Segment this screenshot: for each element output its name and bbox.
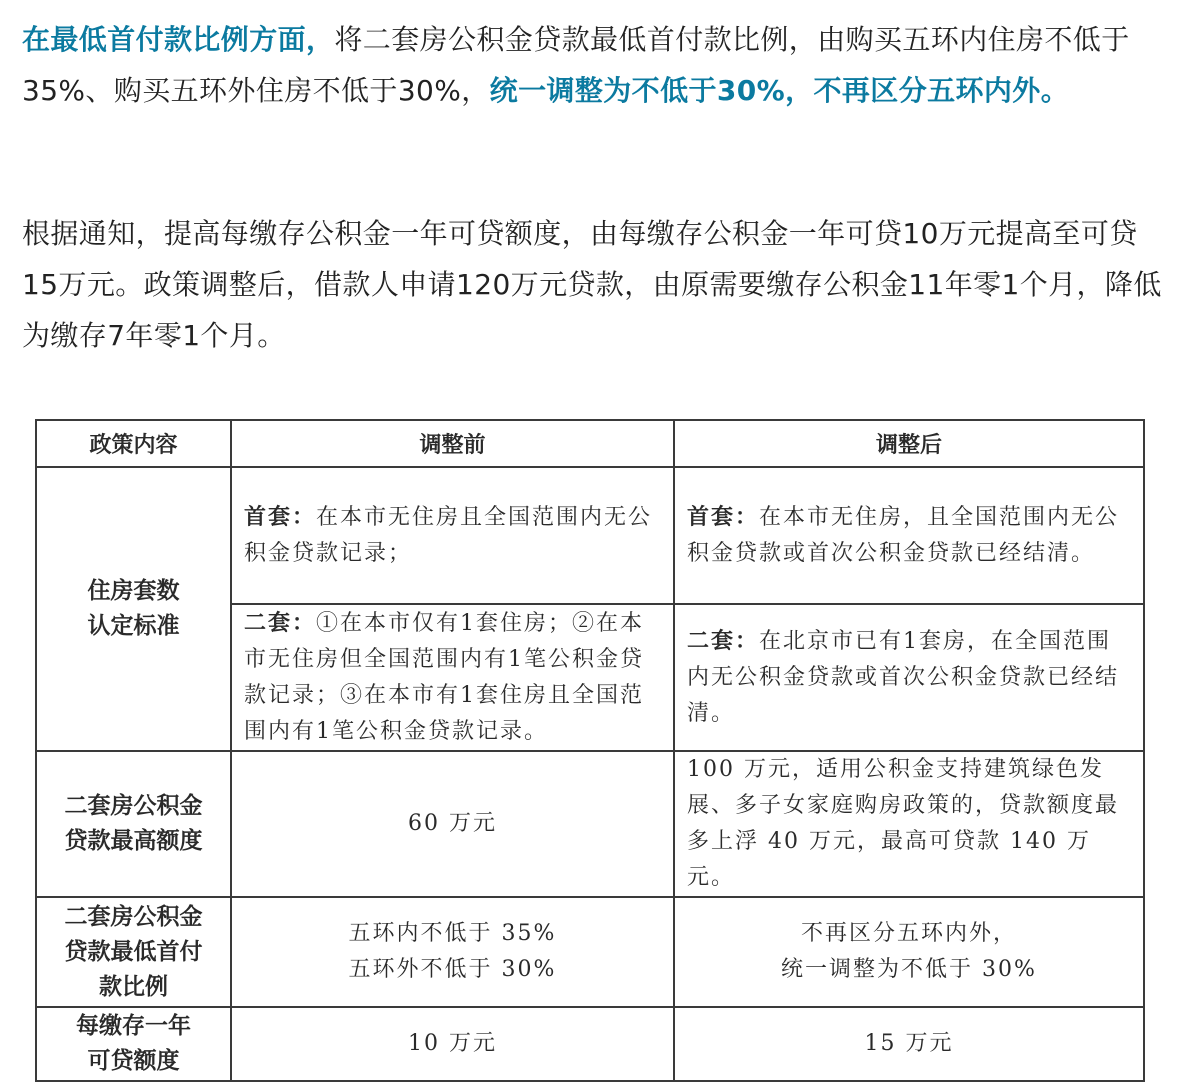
first-home-after-text: 在本市无住房，且全国范围内无公积金贷款或首次公积金贷款已经结清。	[687, 505, 1120, 566]
first-home-before-text: 在本市无住房且全国范围内无公积金贷款记录；	[244, 505, 653, 566]
min-down-payment-before	[231, 897, 674, 1007]
second-home-before	[231, 604, 674, 751]
row-label-max-amount	[36, 751, 231, 897]
header-policy-content: 政策内容	[36, 420, 231, 467]
row-label-housing-criteria	[36, 467, 231, 751]
min-down-payment-after	[674, 897, 1144, 1007]
first-home-label: 首套：	[244, 504, 317, 530]
second-home-label: 二套：	[687, 628, 760, 654]
table-header-row	[36, 420, 1144, 467]
first-home-after	[674, 467, 1144, 604]
before-line-outer-ring: 五环外不低于 30%	[348, 957, 557, 982]
first-home-before	[231, 467, 674, 604]
annual-amount-before: 10 万元	[231, 1007, 674, 1081]
max-amount-before: 60 万元	[231, 751, 674, 897]
table-row	[36, 897, 1144, 1007]
second-home-label: 二套：	[244, 610, 317, 636]
second-home-before-text: ①在本市仅有1套住房；②在本市无住房但全国范围内有1笔公积金贷款记录；③在本市有1套住房且全国范围内有1笔公积金贷款记录。	[244, 611, 645, 744]
highlight-lead: 在最低首付款比例方面，	[22, 23, 335, 56]
paragraph-down-payment	[22, 14, 1167, 116]
policy-comparison-table	[35, 419, 1145, 1082]
max-amount-label: 二套房公积金贷款最高额度	[64, 793, 203, 854]
header-after: 调整后	[674, 420, 1144, 467]
annual-amount-label: 每缴存一年可贷额度	[76, 1013, 191, 1074]
min-down-payment-label: 二套房公积金贷款最低首付款比例	[64, 903, 203, 1000]
row-label-annual-amount	[36, 1007, 231, 1081]
table-row	[36, 751, 1144, 897]
before-line-inner-ring: 五环内不低于 35%	[348, 921, 557, 946]
header-before: 调整前	[231, 420, 674, 467]
table-row	[36, 1007, 1144, 1081]
after-line-unified: 统一调整为不低于 30%	[781, 957, 1037, 982]
second-home-after-text: 在北京市已有1套房，在全国范围内无公积金贷款或首次公积金贷款已经结清。	[687, 629, 1120, 726]
second-home-after	[674, 604, 1144, 751]
max-amount-after: 100 万元，适用公积金支持建筑绿色发展、多子女家庭购房政策的，贷款额度最多上浮 40 万元，最高可贷款 140 万元。	[674, 751, 1144, 897]
paragraph-loan-amount: 根据通知，提高每缴存公积金一年可贷额度，由每缴存公积金一年可贷10万元提高至可贷15万元。政策调整后，借款人申请120万元贷款，由原需要缴存公积金11年零1个月，降低为缴存7年零1个月。	[22, 217, 1162, 352]
annual-amount-after: 15 万元	[674, 1007, 1144, 1081]
row-label-min-down-payment	[36, 897, 231, 1007]
paragraph-text: 将二套房公积金贷款最低首付款比例，由购买五环内住房不低于35%、购买五环外住房不低于30%，	[22, 23, 1130, 107]
highlight-conclusion: 统一调整为不低于30%，不再区分五环内外。	[489, 74, 1070, 107]
table-row	[36, 467, 1144, 604]
first-home-label: 首套：	[687, 504, 760, 530]
housing-criteria-label: 住房套数认定标准	[87, 578, 180, 639]
after-line-no-distinction: 不再区分五环内外，	[800, 921, 1017, 946]
